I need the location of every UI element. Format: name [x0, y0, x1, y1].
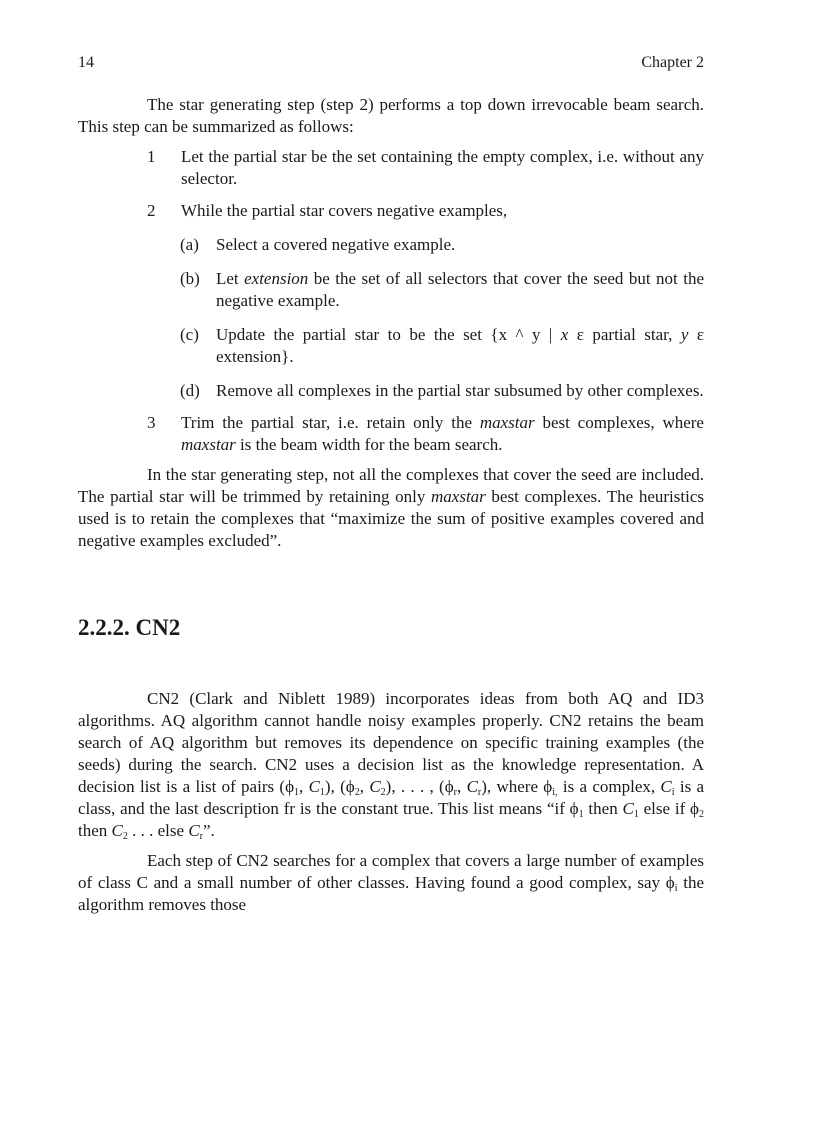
page-number: 14	[78, 54, 94, 71]
substep-item	[78, 234, 704, 256]
substep-label: (a)	[180, 235, 199, 254]
chapter-label: Chapter 2	[641, 54, 704, 71]
page-body	[78, 94, 704, 916]
substep-text: Select a covered negative example.	[216, 235, 456, 254]
substep-text: Let extension be the set of all selectors that cover the seed but not the negative example.	[216, 269, 704, 310]
substep-text: Remove all complexes in the partial star subsumed by other complexes.	[216, 381, 704, 400]
intro-paragraph: The star generating step (step 2) performs a top down irrevocable beam search. This step can be summarized as follows:	[78, 95, 704, 136]
step-number: 1	[147, 147, 156, 166]
substep-item	[78, 268, 704, 312]
substep-item	[78, 380, 704, 402]
substep-label: (b)	[180, 269, 200, 288]
step-text: While the partial star covers negative examples,	[181, 201, 508, 220]
summary-paragraph: In the star generating step, not all the complexes that cover the seed are included. The partial star will be trimmed by retaining only maxstar best complexes. The heuristics used is to retain the complexes that “maximize the sum of positive examples covered and negative examples excluded”.	[78, 465, 704, 550]
cn2-step-paragraph: Each step of CN2 searches for a complex that covers a large number of examples of class C and a small number of other classes. Having found a good complex, say $\phi_i$ the algorithm removes those	[78, 851, 704, 914]
cn2-paragraph: CN2 (Clark and Niblett 1989) incorporates ideas from both AQ and ID3 algorithms. AQ algorithm cannot handle noisy examples properly. CN2 retains the beam search of AQ algorithm but removes its dependence on specific training examples (the seeds) during the search. CN2 uses a decision list as the knowledge representation. A decision list is a list of pairs ($\phi_1$, $C_1$), ($\phi_2$, $C_2$), . . . , ($\phi_r$, $C_r$), where $\phi_{i,}$ is a complex, $C_i$ is a class, and the last description fr is the constant true. This list means “if $\phi_1$ then $C_1$ else if $\phi_2$ then $C_2$ . . . else $C_r$”.	[78, 689, 705, 842]
step-item	[78, 146, 704, 190]
step-number: 3	[147, 413, 156, 432]
step-item	[78, 200, 704, 222]
step-text: Let the partial star be the set containing the empty complex, i.e. without any selector.	[181, 147, 704, 188]
section-heading: 2.2.2. CN2	[78, 615, 181, 640]
step-item	[78, 412, 704, 456]
substep-label: (d)	[180, 381, 200, 400]
substep-label: (c)	[180, 325, 199, 344]
page-header	[78, 54, 704, 74]
substep-item	[78, 324, 704, 368]
substep-text: Update the partial star to be the set {x ^ y | x ε partial star, y ε extension}.	[216, 325, 704, 366]
step-number: 2	[147, 201, 156, 220]
step-text: Trim the partial star, i.e. retain only the maxstar best complexes, where maxstar is the beam width for the beam search.	[181, 413, 704, 454]
